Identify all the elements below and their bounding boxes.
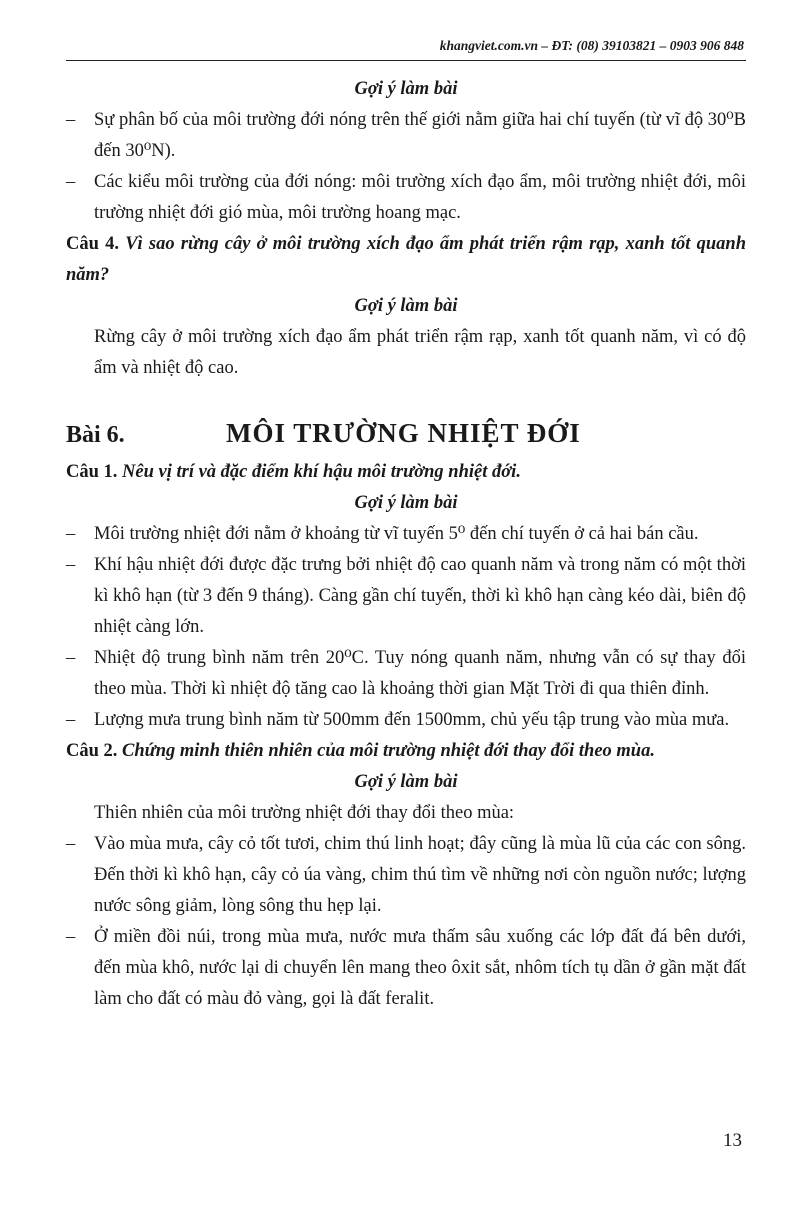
- answer-paragraph: Rừng cây ở môi trường xích đạo ẩm phát triển rậm rạp, xanh tốt quanh năm, vì có độ ẩm và nhiệt độ cao.: [94, 327, 746, 378]
- question-text: Nêu vị trí và đặc điểm khí hậu môi trường nhiệt đới.: [122, 462, 521, 482]
- hint-heading: Gợi ý làm bài: [354, 772, 458, 792]
- question-number: Câu 4.: [66, 234, 119, 254]
- question-text: Chứng minh thiên nhiên của môi trường nhiệt đới thay đổi theo mùa.: [122, 741, 655, 761]
- bullet-text: Các kiểu môi trường của đới nóng: môi trường xích đạo ẩm, môi trường nhiệt đới, môi trường nhiệt đới gió mùa, môi trường hoang mạc.: [94, 172, 746, 223]
- bullet-dash: –: [66, 524, 76, 544]
- question-2: [66, 736, 746, 767]
- question-4: [66, 229, 746, 291]
- hint-heading: Gợi ý làm bài: [354, 79, 458, 99]
- bullet-dash: –: [66, 648, 76, 668]
- bullet-dash: –: [66, 555, 76, 575]
- page-content: [66, 74, 746, 1015]
- question-number: Câu 1.: [66, 462, 118, 482]
- bullet-text: Lượng mưa trung bình năm từ 500mm đến 1500mm, chủ yếu tập trung vào mùa mưa.: [94, 710, 730, 730]
- lesson-heading: [66, 418, 746, 451]
- bullet-text: Nhiệt độ trung bình năm trên 20⁰C. Tuy nóng quanh năm, nhưng vẫn có sự thay đổi theo mùa. Thời kì nhiệt độ tăng cao là khoảng thời gian Mặt Trời đi qua thiên đỉnh.: [94, 648, 746, 699]
- bullet-item: [66, 643, 746, 705]
- lesson-title: MÔI TRƯỜNG NHIỆT ĐỚI: [226, 418, 581, 448]
- page-header: khangviet.com.vn – ĐT: (08) 39103821 – 0903 906 848: [439, 38, 744, 53]
- bullet-dash: –: [66, 110, 76, 130]
- bullet-item: [66, 550, 746, 643]
- bullet-dash: –: [66, 834, 76, 854]
- bullet-text: Vào mùa mưa, cây cỏ tốt tươi, chim thú linh hoạt; đây cũng là mùa lũ của các con sông. Đến thời kì khô hạn, cây cỏ úa vàng, chim thú tìm về những nơi còn nguồn nước; lượng nước sông giảm, lòng sông thu hẹp lại.: [94, 834, 746, 916]
- bullet-item: [66, 705, 746, 736]
- bullet-text: Sự phân bố của môi trường đới nóng trên thế giới nằm giữa hai chí tuyến (từ vĩ độ 30⁰B đến 30⁰N).: [94, 110, 746, 161]
- intro-paragraph: Thiên nhiên của môi trường nhiệt đới thay đổi theo mùa:: [94, 803, 515, 823]
- bullet-text: Môi trường nhiệt đới nằm ở khoảng từ vĩ tuyến 5⁰ đến chí tuyến ở cả hai bán cầu.: [94, 524, 699, 544]
- bullet-item: [66, 167, 746, 229]
- page-number: 13: [723, 1130, 742, 1151]
- header-divider: [66, 60, 746, 61]
- bullet-item: [66, 105, 746, 167]
- bullet-item: [66, 922, 746, 1015]
- question-number: Câu 2.: [66, 741, 118, 761]
- bullet-dash: –: [66, 927, 76, 947]
- bullet-text: Ở miền đồi núi, trong mùa mưa, nước mưa thấm sâu xuống các lớp đất đá bên dưới, đến mùa khô, nước lại di chuyển lên mang theo ôxit sắt, nhôm tích tụ dần ở gần mặt đất làm cho đất có màu đỏ vàng, gọi là đất feralit.: [94, 927, 746, 1009]
- hint-heading: Gợi ý làm bài: [354, 296, 458, 316]
- bullet-item: [66, 829, 746, 922]
- hint-heading: Gợi ý làm bài: [354, 493, 458, 513]
- bullet-text: Khí hậu nhiệt đới được đặc trưng bởi nhiệt độ cao quanh năm và trong năm có một thời kì khô hạn (từ 3 đến 9 tháng). Càng gần chí tuyến, thời kì khô hạn càng kéo dài, biên độ nhiệt càng lớn.: [94, 555, 746, 637]
- question-text: Vì sao rừng cây ở môi trường xích đạo ẩm phát triển rậm rạp, xanh tốt quanh năm?: [66, 234, 746, 285]
- bullet-dash: –: [66, 710, 76, 730]
- lesson-number: Bài 6.: [66, 422, 125, 448]
- bullet-dash: –: [66, 172, 76, 192]
- question-1: [66, 457, 746, 488]
- bullet-item: [66, 519, 746, 550]
